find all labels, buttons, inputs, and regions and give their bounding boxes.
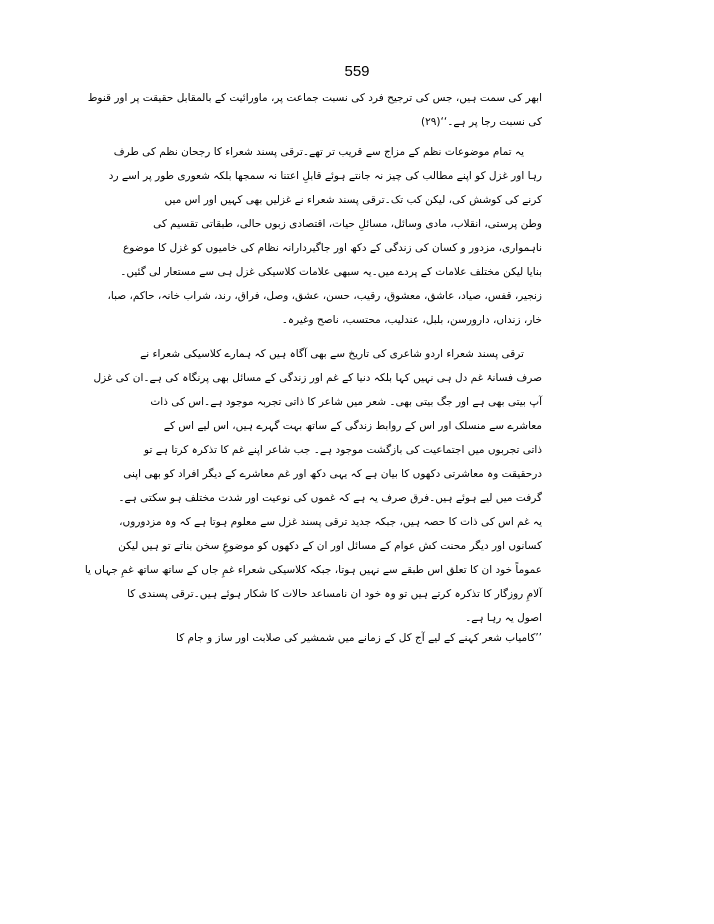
text-line: کسانوں اور دیگر محنت کش عوام کے مسائل اور ان کے دکھوں کو موضوعِ سخن بناتے تو ہیں لیکن — [118, 540, 542, 552]
text-line: آلامِ روزگار کا تذکرہ کرتے ہیں تو وہ خود ان نامساعد حالات کا شکار ہوئے ہیں۔ترقی پسندی کا — [127, 588, 542, 600]
text-line: خار، زنداں، دارورسن، بلبل، عندلیب، محتسب، ناصح وغیرہ۔ — [281, 314, 542, 326]
paragraph-3 — [84, 342, 542, 630]
text-line: معاشرے سے منسلک اور اس کے روابط زندگی کے ساتھ بہت گہرے ہیں، اس لیے اس کے — [163, 420, 542, 432]
text-line: یہ غم اس کی ذات کا حصہ ہیں، جبکہ جدید ترقی پسند غزل سے معلوم ہوتا ہے کہ وہ مزدوروں، — [119, 516, 542, 528]
text-line: کی نسبت رجا پر ہے۔‘‘(۲۹) — [421, 116, 542, 128]
text-line: اصول یہ رہا ہے۔ — [465, 612, 542, 624]
text-line: ابھر کی سمت ہیں، جس کی ترجیح فرد کی نسبت جماعت پر، ماورائیت کے بالمقابل حقیقت پر اور قنوط — [87, 92, 542, 104]
text-line: ناہمواری، مزدور و کسان کی زندگی کے دکھ اور جاگیردارانہ نظام کی خامیوں کو غزل کا موضوع — [123, 242, 542, 254]
paragraph-2 — [107, 140, 542, 332]
text-line: کرنے کی کوشش کی، لیکن کب تک۔ترقی پسند شعراء نے غزلیں بھی کہیں اور اس میں — [164, 194, 542, 206]
text-line: ’’کامیاب شعر کہنے کے لیے آج کل کے زمانے میں شمشیر کی صلابت اور ساز و جام کا — [176, 632, 542, 644]
paragraph-1 — [87, 86, 542, 134]
text-line: زنجیر، قفس، صیاد، عاشق، معشوق، رقیب، حسن، عشق، وصل، فراق، رند، شراب خانہ، حاکم، صبا، — [107, 290, 542, 302]
text-line: رہا اور غزل کو اپنے مطالب کی چیز نہ جانتے ہوئے قابلِ اعتنا نہ سمجھا بلکہ شعوری طور پر اسے رد — [108, 170, 542, 182]
paragraph-4 — [176, 626, 542, 650]
text-line: درحقیقت وہ معاشرتی دکھوں کا بیان ہے کہ یہی دکھ اور غم معاشرے کے دیگر افراد کو بھی اپنی — [123, 468, 542, 480]
text-line: ترقی پسند شعراء اردو شاعری کی تاریخ سے بھی آگاہ ہیں کہ ہمارے کلاسیکی شعراء نے — [140, 348, 524, 360]
text-line: عموماً خود ان کا تعلق اس طبقے سے نہیں ہوتا، جبکہ کلاسیکی شعراء غمِ جاں کے ساتھ ساتھ غمِ جہاں یا — [84, 564, 542, 576]
text-line: یہ تمام موضوعات نظم کے مزاج سے قریب تر تھے۔ترقی پسند شعراء کا رجحان نظم کی طرف — [113, 146, 524, 158]
text-line: گرفت میں لیے ہوئے ہیں۔فرق صرف یہ ہے کہ غموں کی نوعیت اور شدت مختلف ہو سکتی ہے۔ — [118, 492, 542, 504]
page-number: 559 — [344, 63, 370, 80]
text-line: آپ بیتی بھی ہے اور جگ بیتی بھی۔ شعر میں شاعر کا ذاتی تجربہ موجود ہے۔اس کی ذات — [150, 396, 542, 408]
text-line: صرف فسانۂ غم دل ہی نہیں کہا بلکہ دنیا کے غم اور زندگی کے مسائل بھی پرنگاہ کی ہے۔ان کی غزل — [93, 372, 542, 384]
text-line: ذاتی تجربوں میں اجتماعیت کی بازگشت موجود ہے۔ جب شاعر اپنے غم کا تذکرہ کرتا ہے تو — [144, 444, 542, 456]
text-line: وطن پرستی، انقلاب، مادی وسائل، مسائلِ حیات، اقتصادی زبوں حالی، طبقاتی تقسیم کی — [153, 218, 542, 230]
text-line: بنایا لیکن مختلف علامات کے پردے میں۔یہ سبھی علامات کلاسیکی غزل ہی سے مستعار لی گئیں۔ — [120, 266, 542, 278]
